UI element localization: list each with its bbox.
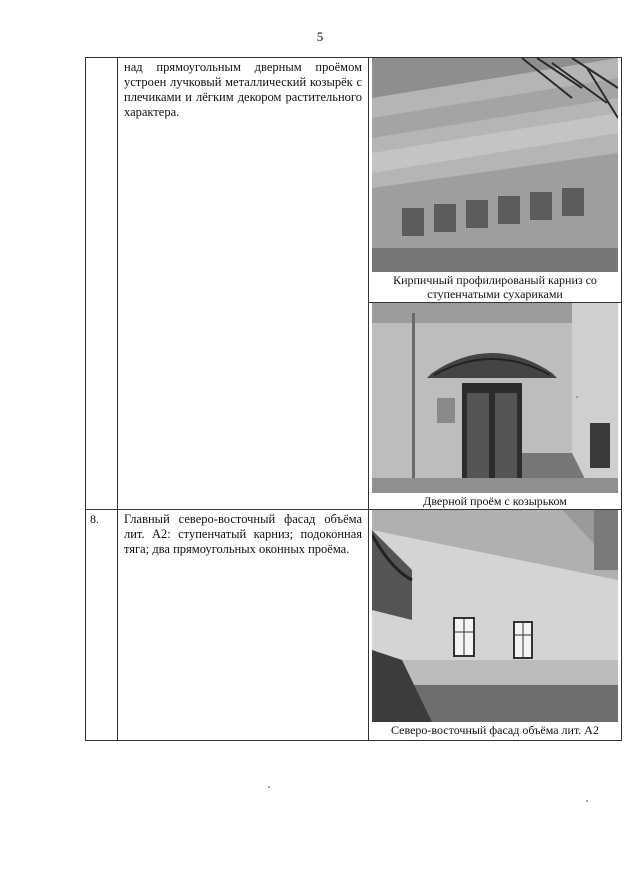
photo-facade — [369, 510, 621, 738]
scan-speck — [576, 396, 578, 398]
photo-cornice — [369, 58, 621, 302]
table-row — [86, 58, 622, 510]
row-number: 8. — [86, 510, 118, 741]
page-number: 5 — [316, 29, 324, 44]
photo-caption: Северо-восточный фасад объёма лит. А2 — [391, 723, 599, 737]
door-canopy-photo — [372, 303, 618, 493]
photo-caption: Дверной проём с козырьком — [423, 494, 567, 508]
table-row — [86, 510, 622, 741]
row-description: над прямоугольным дверным проёмом устроен лучковый металлический козырёк с плечиками и лёгким декором растительного характера. — [118, 58, 369, 510]
row-number — [86, 58, 118, 510]
facade-photo — [372, 510, 618, 722]
photo-cell — [369, 510, 622, 741]
cornice-photo — [372, 58, 618, 272]
photo-caption: Кирпичный профилированый карниз со ступенчатыми сухариками — [393, 273, 597, 301]
photo-door — [369, 303, 621, 509]
row-description: Главный северо-восточный фасад объёма лит. А2: ступенчатый карниз; подоконная тяга; два прямоугольных оконных проёма. — [118, 510, 369, 741]
scan-speck — [586, 800, 588, 802]
photo-cell — [369, 58, 622, 510]
monument-description-table — [85, 57, 622, 741]
scan-speck — [268, 786, 270, 788]
